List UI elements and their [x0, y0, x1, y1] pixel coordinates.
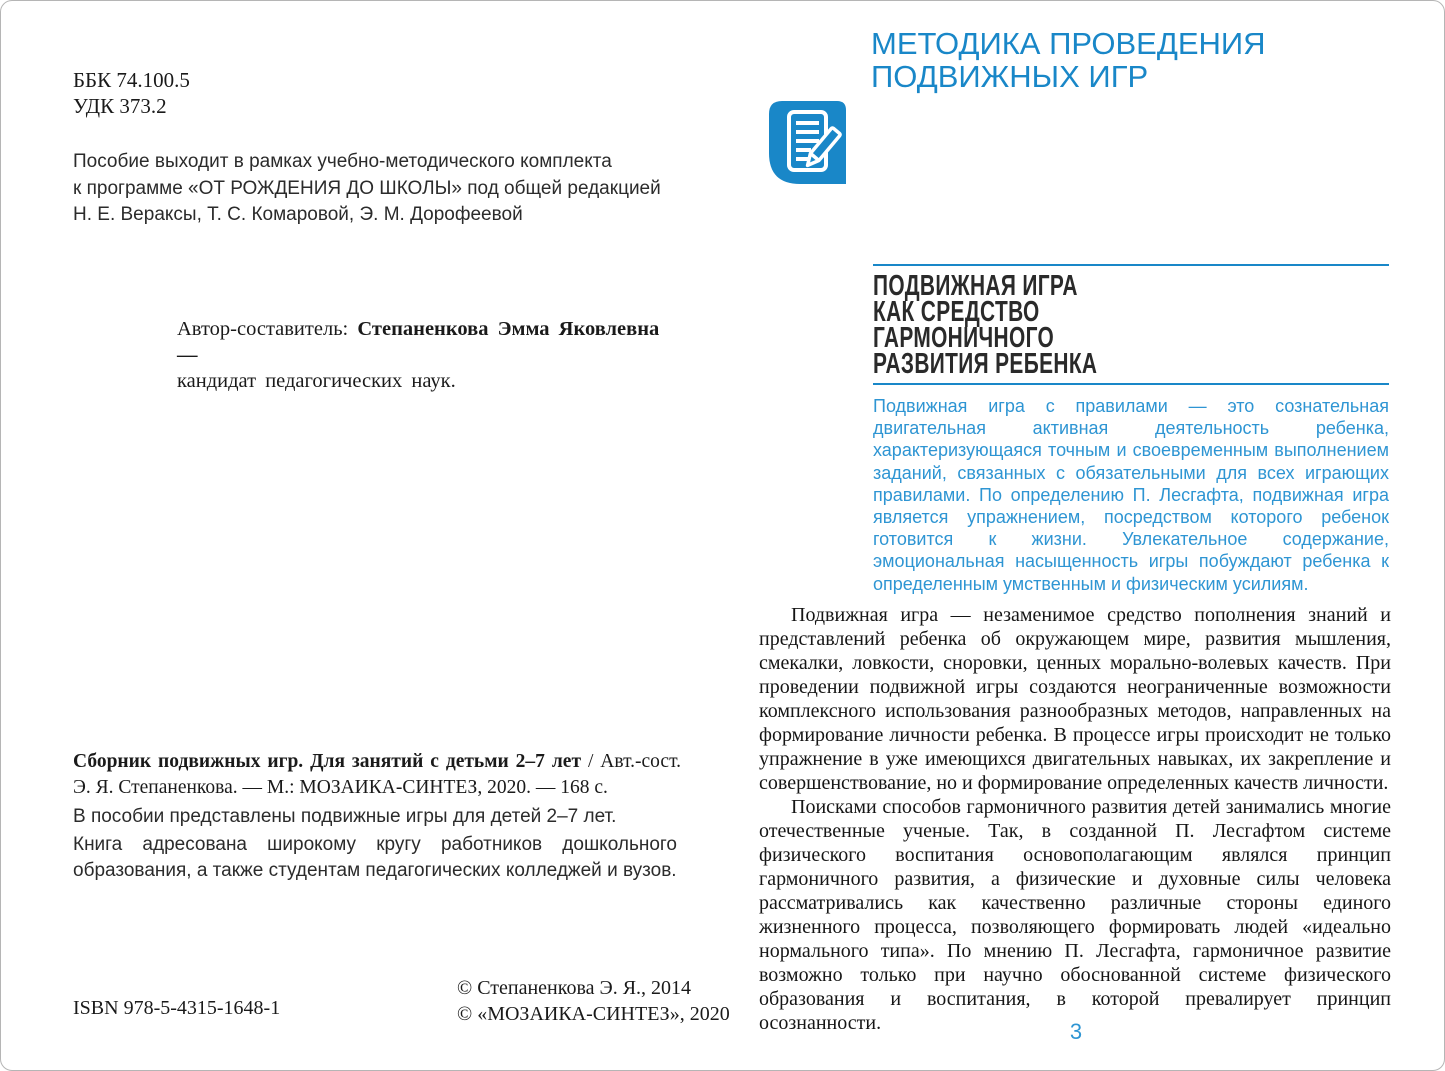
page-number: 3	[1069, 1019, 1083, 1044]
isbn: ISBN 978-5-4315-1648-1	[73, 997, 281, 1019]
section-title-line: ПОДВИЖНАЯ ИГРА	[873, 270, 1078, 302]
lead-paragraph: Подвижная игра с правилами — это сознательная двигательная активная деятельность ребенка, характеризующаяся точным и своевременным выполнением заданий, связанных с обязательными для всех играющих правилами. По определению П. Лесгафта, подвижная игра является упражнением, посредством которого ребенок готовится к жизни. Увлекательное содержание, эмоциональная насыщенность игры побуждают ребенка к определенным умственным и физическим усилиям.	[873, 396, 1389, 594]
author-label: Автор-составитель:	[177, 318, 349, 340]
bbk-code: ББК 74.100.5	[73, 68, 190, 92]
section-title	[873, 270, 1391, 380]
chapter-heading-line: ПОДВИЖНЫХ ИГР	[871, 59, 1149, 94]
chapter-heading	[871, 27, 1266, 93]
section-rule-top	[873, 264, 1389, 266]
author-dash: —	[177, 344, 198, 366]
author-degree: кандидат педагогических наук.	[177, 370, 456, 392]
classification-codes	[73, 67, 190, 119]
biblio-imprint: / Авт.-сост. Э. Я. Степаненкова. — М.: МОЗАИКА-СИНТЕЗ, 2020. — 168 с.	[73, 751, 681, 798]
note-pencil-icon	[769, 101, 846, 184]
annotation-summary: В пособии представлены подвижные игры для детей 2–7 лет.	[73, 806, 617, 827]
section-rule-bottom	[873, 383, 1389, 385]
author-credit	[177, 316, 677, 394]
chapter-heading-line: МЕТОДИКА ПРОВЕДЕНИЯ	[871, 26, 1266, 61]
udk-code: УДК 373.2	[73, 94, 167, 118]
section-title-line: КАК СРЕДСТВО	[873, 296, 1040, 328]
copyright-block	[457, 976, 730, 1027]
section-title-line: РАЗВИТИЯ РЕБЕНКА	[873, 348, 1098, 380]
body-paragraph-1: Подвижная игра — незаменимое средство пополнения знаний и представлений ребенка об окружающем мире, развития мышления, смекалки, ловкости, сноровки, ценных морально-волевых качеств. При проведении подвижной игры создаются неограниченные возможности комплексного использования разнообразных методов, направленных на формирование личности ребенка. В процессе игры происходит не только упражнение в уже имеющихся двигательных навыках, их закрепление и совершенствование, но и формирование определенных качеств личности.	[759, 604, 1391, 794]
series-note-line: Н. Е. Вераксы, Т. С. Комаровой, Э. М. Дорофеевой	[73, 204, 523, 225]
author-name: Степаненкова Эмма Яковлевна	[357, 318, 660, 340]
series-note-line: к программе «ОТ РОЖДЕНИЯ ДО ШКОЛЫ» под общей редакцией	[73, 177, 661, 199]
biblio-title: Сборник подвижных игр. Для занятий с детьми 2–7 лет	[73, 751, 582, 772]
copyright-publisher: © «МОЗАИКА-СИНТЕЗ», 2020	[457, 1002, 730, 1025]
annotation-audience: Книга адресована широкому кругу работников дошкольного образования, а также студентам педагогических колледжей и вузов.	[73, 834, 677, 881]
bibliographic-record	[73, 749, 681, 801]
copyright-author: © Степаненкова Э. Я., 2014	[457, 977, 692, 999]
body-paragraph-2: Поисками способов гармоничного развития детей занимались многие отечественные ученые. Так, в созданной П. Лесгафтом системе физического воспитания основополагающим являлся принцип гармоничного развития, а физические и духовные силы человека рассматривались как качественно различные стороны единого жизненного процесса, позволяющего формировать людей «идеально нормального типа». По мнению П. Лесгафта, гармоничное развитие возможно только при научно обоснованной системе физического образования и воспитания, в которой превалирует принцип осознанности.	[759, 796, 1391, 1034]
series-note-line: Пособие выходит в рамках учебно-методического комплекта	[73, 151, 612, 172]
section-title-line: ГАРМОНИЧНОГО	[873, 322, 1055, 354]
series-note	[73, 149, 661, 229]
